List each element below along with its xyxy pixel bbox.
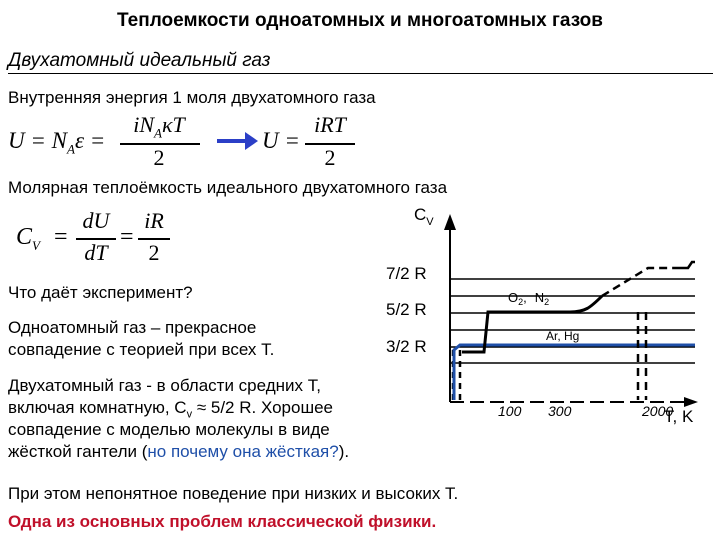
monatomic-curve [454, 345, 695, 400]
ytick-label: 7/2 R [386, 264, 427, 283]
u-num1-tail: κT [161, 112, 185, 137]
ytick-label: 5/2 R [386, 300, 427, 319]
cv-eq2: = [120, 224, 134, 250]
implies-arrow-icon [215, 130, 259, 152]
cv-den1: dT [84, 240, 108, 265]
diatomic-line-4c: ). [338, 442, 350, 461]
slide-title: Теплоемкости одноатомных и многоатомных газов [117, 10, 603, 31]
subtitle-divider [8, 73, 713, 74]
diatomic-line-1: Двухатомный газ - в области средних Т, [8, 376, 321, 395]
ytick-label: 3/2 R [386, 337, 427, 356]
y-axis-arrow-icon [444, 214, 456, 230]
x-axis-arrow-icon [684, 397, 698, 407]
diatomic-dashed-curve [602, 268, 680, 296]
cv-c: C [16, 224, 33, 250]
classical-problem-text: Одна из основных проблем классической физики. [8, 512, 437, 531]
u-den1: 2 [153, 145, 165, 170]
diatomic-end-curve [680, 262, 695, 268]
y-axis-label: $C_V$ [414, 205, 434, 228]
cv-eq1: = [54, 224, 68, 250]
x-axis-label: T, K [664, 407, 694, 426]
series-label-ar-hg: Ar, Hg [546, 329, 580, 343]
xtick-label: 100 [498, 403, 522, 419]
u-eps: ε = [74, 128, 106, 153]
experiment-question: Что даёт эксперимент? [8, 283, 193, 302]
cv-sub: v [186, 408, 193, 421]
internal-energy-text: Внутренняя энергия 1 моля двухатомного газа [8, 88, 376, 107]
monatomic-line-1: Одноатомный газ – прекрасное [8, 318, 257, 337]
u-num1-sub: A [154, 125, 162, 141]
slide-subtitle: Двухатомный идеальный газ [8, 50, 271, 71]
molar-heat-text: Молярная теплоёмкость идеального двухатомного газа [8, 178, 448, 197]
cv-num1: dU [82, 208, 110, 233]
monatomic-line-2: совпадение с теорией при всех T. [8, 340, 275, 359]
u-num2: iRT [314, 112, 346, 137]
u-sub-a: A [66, 141, 75, 157]
cv-num2: iR [144, 208, 164, 233]
u-num1: iN [133, 112, 155, 137]
heat-capacity-chart [380, 200, 716, 430]
xtick-label: 300 [548, 403, 572, 419]
cv-c-sub: V [32, 237, 40, 253]
u-lhs: U = N [8, 128, 67, 153]
u-den2: 2 [324, 145, 336, 170]
high-temp-dashes [638, 312, 646, 400]
series-label-o2-n2: $O_2$, $N_2$ [508, 290, 550, 307]
diatomic-line-4 [8, 442, 349, 462]
strange-behavior-text: При этом непонятное поведение при низких и высоких Т. [8, 484, 459, 503]
u-lhs2: U = [262, 128, 300, 153]
diatomic-line-4a: жёсткой гантели ( [8, 442, 148, 461]
diatomic-line-3: совпадение с моделью молекулы в виде [8, 420, 330, 439]
xtick-label: 2000 [642, 403, 674, 419]
diatomic-line-2b: ≈ 5/2 R. Хорошее [192, 398, 334, 417]
diatomic-line-2a: включая комнатную, C [8, 398, 187, 417]
rigidity-question: но почему она жёсткая? [147, 442, 339, 461]
cv-den2: 2 [148, 240, 160, 265]
